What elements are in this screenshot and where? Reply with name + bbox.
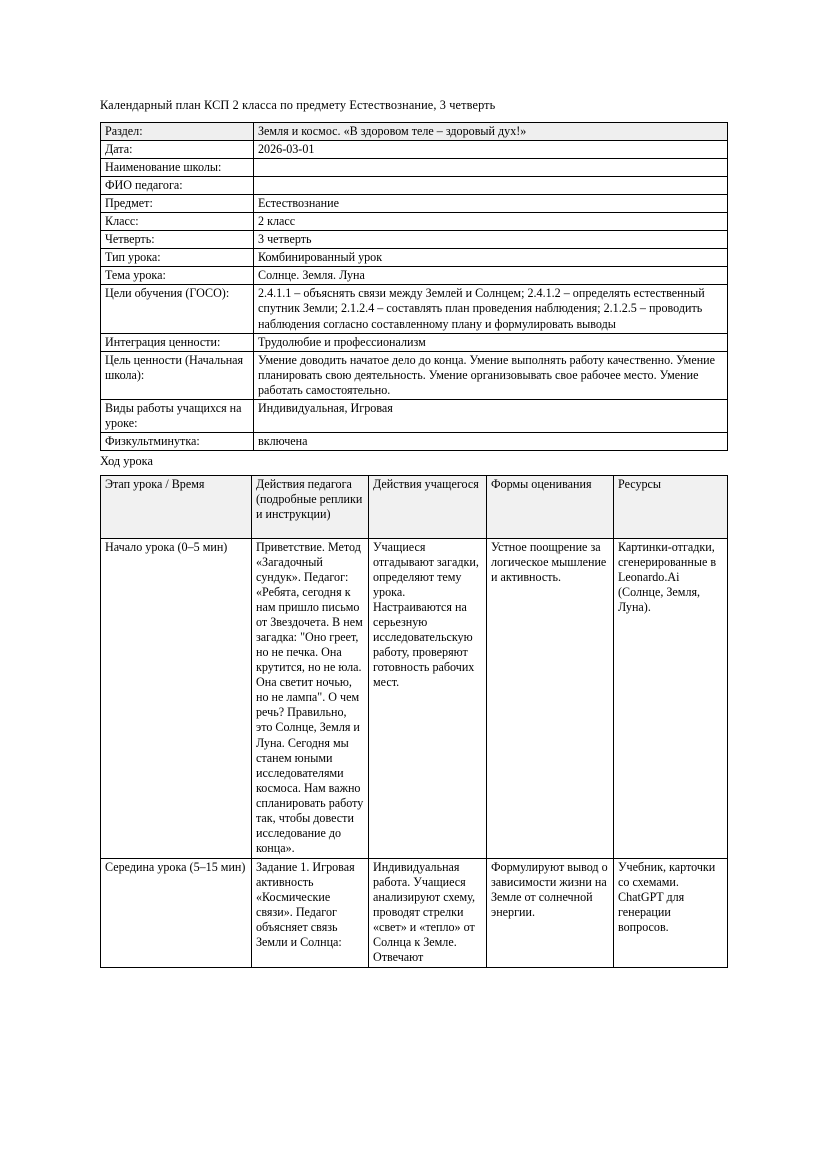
info-label: Тип урока: [101, 249, 254, 267]
table-row [101, 249, 728, 267]
info-value: Индивидуальная, Игровая [254, 399, 728, 432]
table-row [101, 267, 728, 285]
info-value: Умение доводить начатое дело до конца. Умение выполнять работу качественно. Умение планировать свою деятельность. Умение организовывать свое рабочее место. Умение работать самостоятельно. [254, 351, 728, 399]
table-row [101, 231, 728, 249]
info-value: 2026-03-01 [254, 141, 728, 159]
info-label: Тема урока: [101, 267, 254, 285]
column-header-student-actions: Действия учащегося [369, 475, 487, 538]
lesson-flow-table [100, 475, 728, 968]
info-label: Цель ценности (Начальная школа): [101, 351, 254, 399]
table-row [101, 141, 728, 159]
flow-table-caption: Ход урока [100, 453, 153, 468]
info-label: Четверть: [101, 231, 254, 249]
cell-assessment: Формулируют вывод о зависимости жизни на Земле от солнечной энергии. [487, 858, 614, 967]
cell-student-actions: Учащиеся отгадывают загадки, определяют тему урока. Настраиваются на серьезную исследовательскую работу, проверяют готовность рабочих мест. [369, 538, 487, 858]
info-label: Класс: [101, 213, 254, 231]
info-value: Трудолюбие и профессионализм [254, 333, 728, 351]
table-row [101, 213, 728, 231]
flow-table-body [101, 538, 728, 967]
page-bottom-mask [0, 1063, 827, 1170]
info-label: Виды работы учащихся на уроке: [101, 399, 254, 432]
info-value: Земля и космос. «В здоровом теле – здоровый дух!» [254, 123, 728, 141]
page-title: Календарный план КСП 2 класса по предмету Естествознание, 3 четверть [100, 98, 496, 112]
cell-resources: Учебник, карточки со схемами. ChatGPT для генерации вопросов. [614, 858, 728, 967]
table-row [101, 858, 728, 967]
info-value [254, 159, 728, 177]
info-label: Раздел: [101, 123, 254, 141]
info-label: Дата: [101, 141, 254, 159]
column-header-teacher-actions: Действия педагога (подробные реплики и инструкции) [252, 475, 369, 538]
info-value: Комбинированный урок [254, 249, 728, 267]
info-label: Цели обучения (ГОСО): [101, 285, 254, 333]
column-header-stage: Этап урока / Время [101, 475, 252, 538]
flow-table-head [101, 475, 728, 538]
column-header-resources: Ресурсы [614, 475, 728, 538]
table-row [101, 333, 728, 351]
cell-stage: Середина урока (5–15 мин) [101, 858, 252, 967]
cell-teacher-actions: Приветствие. Метод «Загадочный сундук». Педагог: «Ребята, сегодня к нам пришло письмо от Звездочета. В нем загадка: "Оно греет, но не печка. Она крутится, но не юла. Она светит ночью, но не лампа". О чем речь? Правильно, это Солнце, Земля и Луна. Сегодня мы станем юными исследователями космоса. Нам важно спланировать работу так, чтобы довести исследование до конца». [252, 538, 369, 858]
info-value: 2 класс [254, 213, 728, 231]
table-row [101, 159, 728, 177]
info-label: ФИО педагога: [101, 177, 254, 195]
info-value: включена [254, 432, 728, 450]
info-value: 3 четверть [254, 231, 728, 249]
table-row [101, 538, 728, 858]
info-label: Предмет: [101, 195, 254, 213]
info-label: Наименование школы: [101, 159, 254, 177]
cell-resources: Картинки-отгадки, сгенерированные в Leonardo.Ai (Солнце, Земля, Луна). [614, 538, 728, 858]
info-value [254, 177, 728, 195]
info-table-body [101, 123, 728, 451]
cell-stage: Начало урока (0–5 мин) [101, 538, 252, 858]
info-value: Естествознание [254, 195, 728, 213]
info-label: Интеграция ценности: [101, 333, 254, 351]
info-value: Солнце. Земля. Луна [254, 267, 728, 285]
table-row [101, 177, 728, 195]
table-row [101, 399, 728, 432]
cell-assessment: Устное поощрение за логическое мышление и активность. [487, 538, 614, 858]
table-row [101, 432, 728, 450]
column-header-assessment: Формы оценивания [487, 475, 614, 538]
table-row [101, 351, 728, 399]
info-label: Физкультминутка: [101, 432, 254, 450]
table-row [101, 285, 728, 333]
cell-student-actions: Индивидуальная работа. Учащиеся анализируют схему, проводят стрелки «свет» и «тепло» от Солнца к Земле. Отвечают [369, 858, 487, 967]
cell-teacher-actions: Задание 1. Игровая активность «Космические связи». Педагог объясняет связь Земли и Солнца: [252, 858, 369, 967]
lesson-info-table [100, 122, 728, 451]
info-value: 2.4.1.1 – объяснять связи между Землей и Солнцем; 2.4.1.2 – определять естественный спутник Земли; 2.1.2.4 – составлять план проведения наблюдения; 2.1.2.5 – проводить наблюдения согласно составленному плану и формулировать выводы [254, 285, 728, 333]
table-header-row [101, 475, 728, 538]
table-row [101, 123, 728, 141]
table-row [101, 195, 728, 213]
